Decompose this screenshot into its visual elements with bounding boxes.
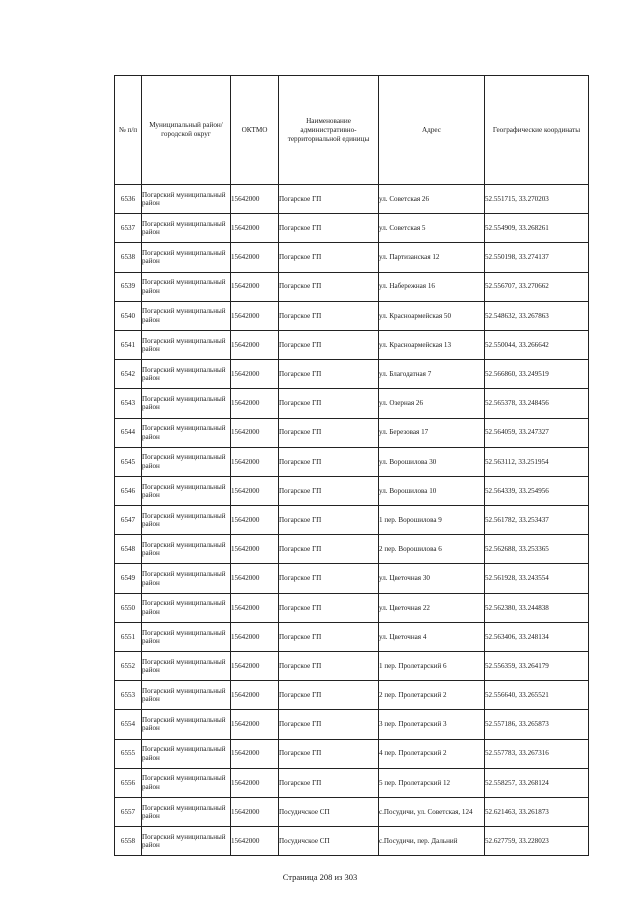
cell-oktmo: 15642000 [231, 272, 279, 301]
cell-coords: 52.556359, 33.264179 [485, 652, 589, 681]
cell-unit: Погарское ГП [279, 506, 379, 535]
table-row [115, 418, 589, 447]
cell-oktmo: 15642000 [231, 622, 279, 651]
cell-unit: Погарское ГП [279, 535, 379, 564]
cell-coords: 52.564339, 33.254956 [485, 476, 589, 505]
cell-oktmo: 15642000 [231, 447, 279, 476]
cell-coords: 52.548632, 33.267863 [485, 301, 589, 330]
cell-coords: 52.563112, 33.251954 [485, 447, 589, 476]
cell-unit: Погарское ГП [279, 330, 379, 359]
cell-address: 1 пер. Пролетарский 6 [379, 652, 485, 681]
cell-district: Погарский муниципальный район [142, 593, 231, 622]
table-row [115, 797, 589, 826]
cell-coords: 52.558257, 33.268124 [485, 768, 589, 797]
table-row [115, 652, 589, 681]
cell-district: Погарский муниципальный район [142, 622, 231, 651]
cell-coords: 52.562688, 33.253365 [485, 535, 589, 564]
cell-district: Погарский муниципальный район [142, 681, 231, 710]
cell-unit: Погарское ГП [279, 710, 379, 739]
cell-num: 6546 [115, 476, 142, 505]
cell-address: ул. Красноармейская 50 [379, 301, 485, 330]
cell-district: Погарский муниципальный район [142, 739, 231, 768]
table-row [115, 622, 589, 651]
cell-coords: 52.627759, 33.228023 [485, 827, 589, 856]
cell-unit: Погарское ГП [279, 622, 379, 651]
cell-unit: Погарское ГП [279, 418, 379, 447]
cell-unit: Погарское ГП [279, 739, 379, 768]
table-row [115, 681, 589, 710]
cell-unit: Погарское ГП [279, 447, 379, 476]
cell-coords: 52.565378, 33.248456 [485, 389, 589, 418]
cell-unit: Погарское ГП [279, 301, 379, 330]
table-row [115, 301, 589, 330]
table-row [115, 710, 589, 739]
cell-oktmo: 15642000 [231, 330, 279, 359]
header-district: Муниципальный район/городской округ [142, 76, 231, 185]
table-row [115, 447, 589, 476]
cell-address: ул. Набережная 16 [379, 272, 485, 301]
cell-coords: 52.554909, 33.268261 [485, 214, 589, 243]
cell-address: 1 пер. Ворошилова 9 [379, 506, 485, 535]
cell-num: 6550 [115, 593, 142, 622]
table-row [115, 185, 589, 214]
table-row [115, 739, 589, 768]
table-row [115, 243, 589, 272]
cell-num: 6552 [115, 652, 142, 681]
table-row [115, 535, 589, 564]
cell-oktmo: 15642000 [231, 243, 279, 272]
cell-district: Погарский муниципальный район [142, 564, 231, 593]
cell-oktmo: 15642000 [231, 710, 279, 739]
cell-oktmo: 15642000 [231, 593, 279, 622]
cell-num: 6549 [115, 564, 142, 593]
cell-address: с.Посудичи, ул. Советская, 124 [379, 797, 485, 826]
cell-oktmo: 15642000 [231, 389, 279, 418]
table-row [115, 476, 589, 505]
cell-coords: 52.562380, 33.244838 [485, 593, 589, 622]
cell-oktmo: 15642000 [231, 185, 279, 214]
table-row [115, 360, 589, 389]
cell-address: ул. Березовая 17 [379, 418, 485, 447]
cell-oktmo: 15642000 [231, 506, 279, 535]
cell-coords: 52.550198, 33.274137 [485, 243, 589, 272]
cell-unit: Погарское ГП [279, 214, 379, 243]
cell-num: 6555 [115, 739, 142, 768]
cell-unit: Погарское ГП [279, 185, 379, 214]
cell-num: 6557 [115, 797, 142, 826]
cell-num: 6556 [115, 768, 142, 797]
cell-district: Погарский муниципальный район [142, 389, 231, 418]
cell-coords: 52.557186, 33.265873 [485, 710, 589, 739]
cell-oktmo: 15642000 [231, 739, 279, 768]
cell-unit: Погарское ГП [279, 389, 379, 418]
cell-coords: 52.556640, 33.265521 [485, 681, 589, 710]
cell-coords: 52.551715, 33.270203 [485, 185, 589, 214]
cell-unit: Погарское ГП [279, 272, 379, 301]
header-address: Адрес [379, 76, 485, 185]
cell-coords: 52.621463, 33.261873 [485, 797, 589, 826]
header-unit: Наименование административно-территориальной единицы [279, 76, 379, 185]
cell-address: ул. Красноармейская 13 [379, 330, 485, 359]
cell-unit: Погарское ГП [279, 768, 379, 797]
cell-district: Погарский муниципальный район [142, 360, 231, 389]
cell-address: ул. Цветочная 4 [379, 622, 485, 651]
cell-unit: Погарское ГП [279, 681, 379, 710]
cell-address: ул. Советская 5 [379, 214, 485, 243]
cell-unit: Посудичское СП [279, 797, 379, 826]
cell-num: 6547 [115, 506, 142, 535]
cell-address: 2 пер. Ворошилова 6 [379, 535, 485, 564]
header-oktmo: ОКТМО [231, 76, 279, 185]
cell-oktmo: 15642000 [231, 797, 279, 826]
table-row [115, 564, 589, 593]
page-footer: Страница 208 из 303 [282, 872, 358, 882]
header-coords: Географические координаты [485, 76, 589, 185]
table-row [115, 768, 589, 797]
cell-address: ул. Цветочная 30 [379, 564, 485, 593]
cell-num: 6553 [115, 681, 142, 710]
cell-address: 4 пер. Пролетарский 2 [379, 739, 485, 768]
table-row [115, 214, 589, 243]
cell-coords: 52.557783, 33.267316 [485, 739, 589, 768]
cell-oktmo: 15642000 [231, 360, 279, 389]
cell-oktmo: 15642000 [231, 564, 279, 593]
table-row [115, 389, 589, 418]
cell-district: Погарский муниципальный район [142, 827, 231, 856]
cell-coords: 52.566860, 33.249519 [485, 360, 589, 389]
table-row [115, 593, 589, 622]
cell-oktmo: 15642000 [231, 418, 279, 447]
cell-district: Погарский муниципальный район [142, 301, 231, 330]
cell-coords: 52.561782, 33.253437 [485, 506, 589, 535]
cell-district: Погарский муниципальный район [142, 330, 231, 359]
cell-num: 6537 [115, 214, 142, 243]
cell-address: ул. Партизанская 12 [379, 243, 485, 272]
table-row [115, 330, 589, 359]
cell-district: Погарский муниципальный район [142, 652, 231, 681]
cell-district: Погарский муниципальный район [142, 214, 231, 243]
cell-district: Погарский муниципальный район [142, 272, 231, 301]
cell-district: Погарский муниципальный район [142, 797, 231, 826]
table-row [115, 827, 589, 856]
cell-num: 6548 [115, 535, 142, 564]
cell-num: 6542 [115, 360, 142, 389]
cell-district: Погарский муниципальный район [142, 535, 231, 564]
cell-num: 6545 [115, 447, 142, 476]
cell-unit: Посудичское СП [279, 827, 379, 856]
cell-oktmo: 15642000 [231, 535, 279, 564]
cell-address: ул. Озерная 26 [379, 389, 485, 418]
cell-oktmo: 15642000 [231, 827, 279, 856]
cell-address: ул. Ворошилова 30 [379, 447, 485, 476]
cell-num: 6540 [115, 301, 142, 330]
cell-address: ул. Ворошилова 10 [379, 476, 485, 505]
cell-unit: Погарское ГП [279, 652, 379, 681]
table-row [115, 506, 589, 535]
cell-num: 6541 [115, 330, 142, 359]
cell-oktmo: 15642000 [231, 476, 279, 505]
cell-num: 6558 [115, 827, 142, 856]
cell-oktmo: 15642000 [231, 214, 279, 243]
cell-coords: 52.556707, 33.270662 [485, 272, 589, 301]
cell-address: 2 пер. Пролетарский 2 [379, 681, 485, 710]
cell-oktmo: 15642000 [231, 768, 279, 797]
cell-unit: Погарское ГП [279, 476, 379, 505]
cell-num: 6543 [115, 389, 142, 418]
cell-coords: 52.563406, 33.248134 [485, 622, 589, 651]
cell-oktmo: 15642000 [231, 301, 279, 330]
cell-address: с.Посудичи, пер. Дальний [379, 827, 485, 856]
cell-address: ул. Советская 26 [379, 185, 485, 214]
cell-address: ул. Благодатная 7 [379, 360, 485, 389]
cell-num: 6554 [115, 710, 142, 739]
cell-unit: Погарское ГП [279, 564, 379, 593]
header-num: № п/п [115, 76, 142, 185]
cell-district: Погарский муниципальный район [142, 418, 231, 447]
cell-address: 5 пер. Пролетарский 12 [379, 768, 485, 797]
cell-coords: 52.561928, 33.243554 [485, 564, 589, 593]
cell-district: Погарский муниципальный район [142, 243, 231, 272]
cell-num: 6536 [115, 185, 142, 214]
cell-district: Погарский муниципальный район [142, 506, 231, 535]
cell-district: Погарский муниципальный район [142, 768, 231, 797]
table-row [115, 272, 589, 301]
cell-district: Погарский муниципальный район [142, 476, 231, 505]
cell-oktmo: 15642000 [231, 681, 279, 710]
cell-address: ул. Цветочная 22 [379, 593, 485, 622]
cell-oktmo: 15642000 [231, 652, 279, 681]
cell-coords: 52.550044, 33.266642 [485, 330, 589, 359]
cell-district: Погарский муниципальный район [142, 447, 231, 476]
cell-address: 3 пер. Пролетарский 3 [379, 710, 485, 739]
cell-district: Погарский муниципальный район [142, 710, 231, 739]
cell-num: 6539 [115, 272, 142, 301]
cell-coords: 52.564059, 33.247327 [485, 418, 589, 447]
cell-num: 6538 [115, 243, 142, 272]
cell-unit: Погарское ГП [279, 243, 379, 272]
cell-district: Погарский муниципальный район [142, 185, 231, 214]
cell-unit: Погарское ГП [279, 593, 379, 622]
header-row [115, 76, 589, 185]
registry-table [114, 75, 589, 856]
cell-unit: Погарское ГП [279, 360, 379, 389]
cell-num: 6551 [115, 622, 142, 651]
cell-num: 6544 [115, 418, 142, 447]
